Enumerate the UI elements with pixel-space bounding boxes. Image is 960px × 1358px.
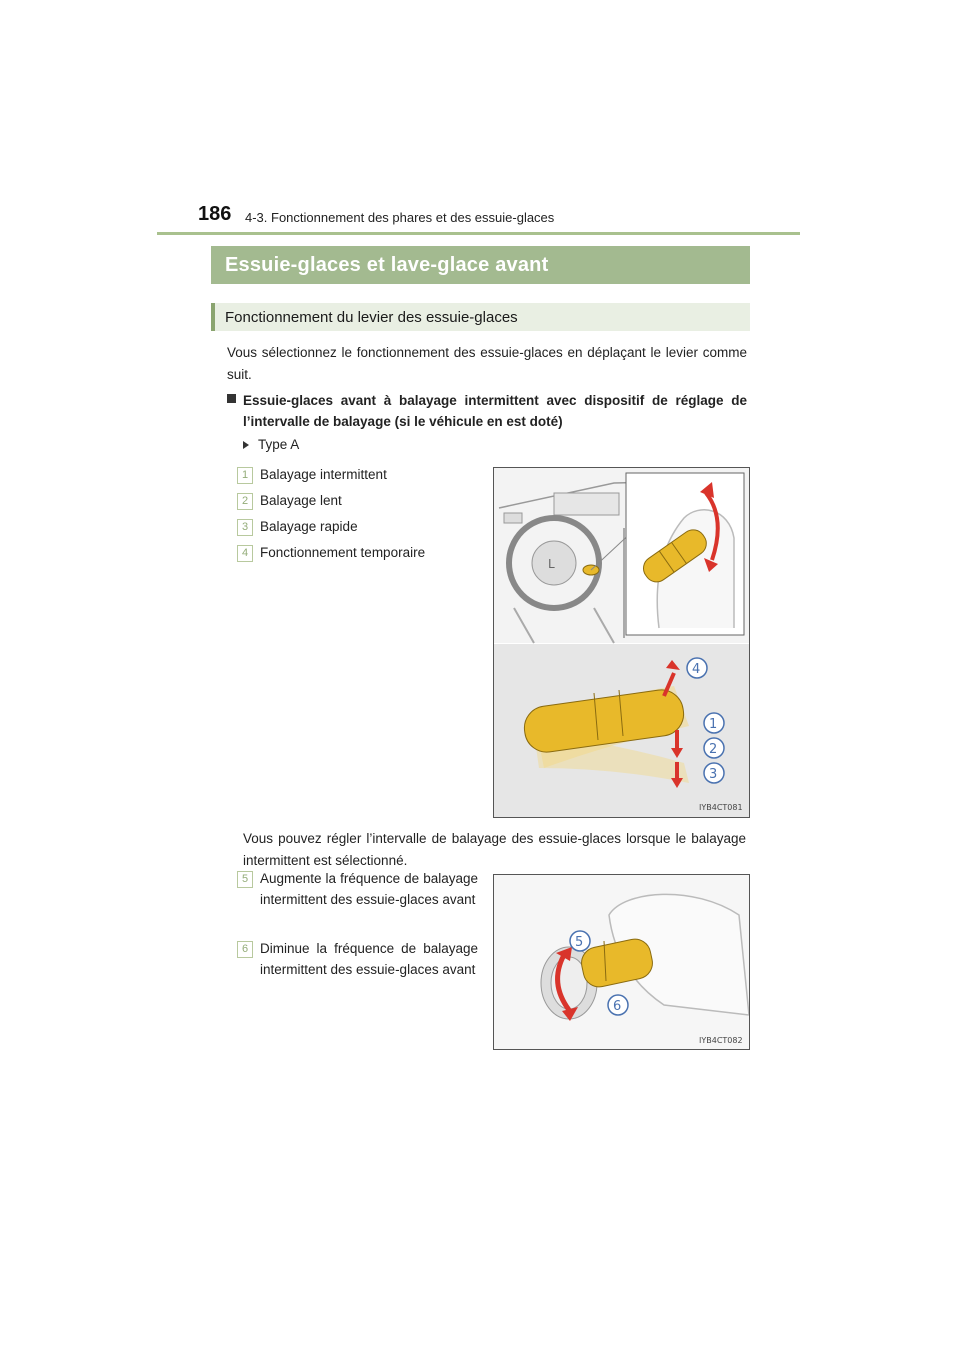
bullet-heading-text: Essuie-glaces avant à balayage intermittent avec dispositif de réglage de l’intervalle de balayage (si le véhicule en est doté) <box>243 393 747 429</box>
callout-number: 3 <box>709 767 718 782</box>
interval-adjust-drawing <box>494 875 749 1049</box>
triangle-bullet-icon <box>243 441 249 449</box>
subtitle-bar <box>211 303 750 331</box>
type-label-text: Type A <box>258 437 300 452</box>
square-bullet-icon <box>227 394 236 403</box>
item-number: 2 <box>237 493 253 510</box>
illustration-code: IYB4CT082 <box>699 1036 743 1045</box>
callout-number: 2 <box>709 742 718 757</box>
header-rule <box>157 232 800 235</box>
section-title: 4-3. Fonctionnement des phares et des essuie-glaces <box>245 210 555 225</box>
subtitle: Fonctionnement du levier des essuie-glaces <box>225 309 518 326</box>
page-number: 186 <box>198 203 232 225</box>
illustration-code: IYB4CT081 <box>699 803 743 812</box>
item-number: 3 <box>237 519 253 536</box>
item-text: Diminue la fréquence de balayage intermittent des essuie-glaces avant <box>260 941 478 977</box>
page-title: Essuie-glaces et lave-glace avant <box>225 254 549 276</box>
callout-number: 1 <box>709 717 718 732</box>
item-text: Fonctionnement temporaire <box>260 545 426 560</box>
item-number: 5 <box>237 871 253 888</box>
bullet-heading <box>227 390 747 432</box>
callout-number: 6 <box>613 999 622 1014</box>
item-number: 1 <box>237 467 253 484</box>
item-text: Balayage rapide <box>260 519 358 534</box>
title-bar <box>211 246 750 284</box>
interval-adjust-illustration <box>493 874 750 1050</box>
note-paragraph: Vous pouvez régler l’intervalle de balayage des essuie-glaces lorsque le balayage intermittent est sélectionné. <box>243 831 746 868</box>
wiper-lever-illustration <box>493 467 750 818</box>
callout-number: 5 <box>575 935 584 950</box>
wiper-lever-drawing <box>494 468 749 817</box>
item-text: Balayage lent <box>260 493 342 508</box>
item-number: 6 <box>237 941 253 958</box>
intro-paragraph: Vous sélectionnez le fonctionnement des essuie-glaces en déplaçant le levier comme suit. <box>227 345 747 382</box>
item-text: Augmente la fréquence de balayage intermittent des essuie-glaces avant <box>260 871 478 907</box>
item-number: 4 <box>237 545 253 562</box>
callout-number: 4 <box>692 662 701 677</box>
svg-text:L: L <box>548 557 555 571</box>
item-text: Balayage intermittent <box>260 467 387 482</box>
type-label <box>243 437 299 452</box>
subtitle-accent <box>211 303 215 331</box>
